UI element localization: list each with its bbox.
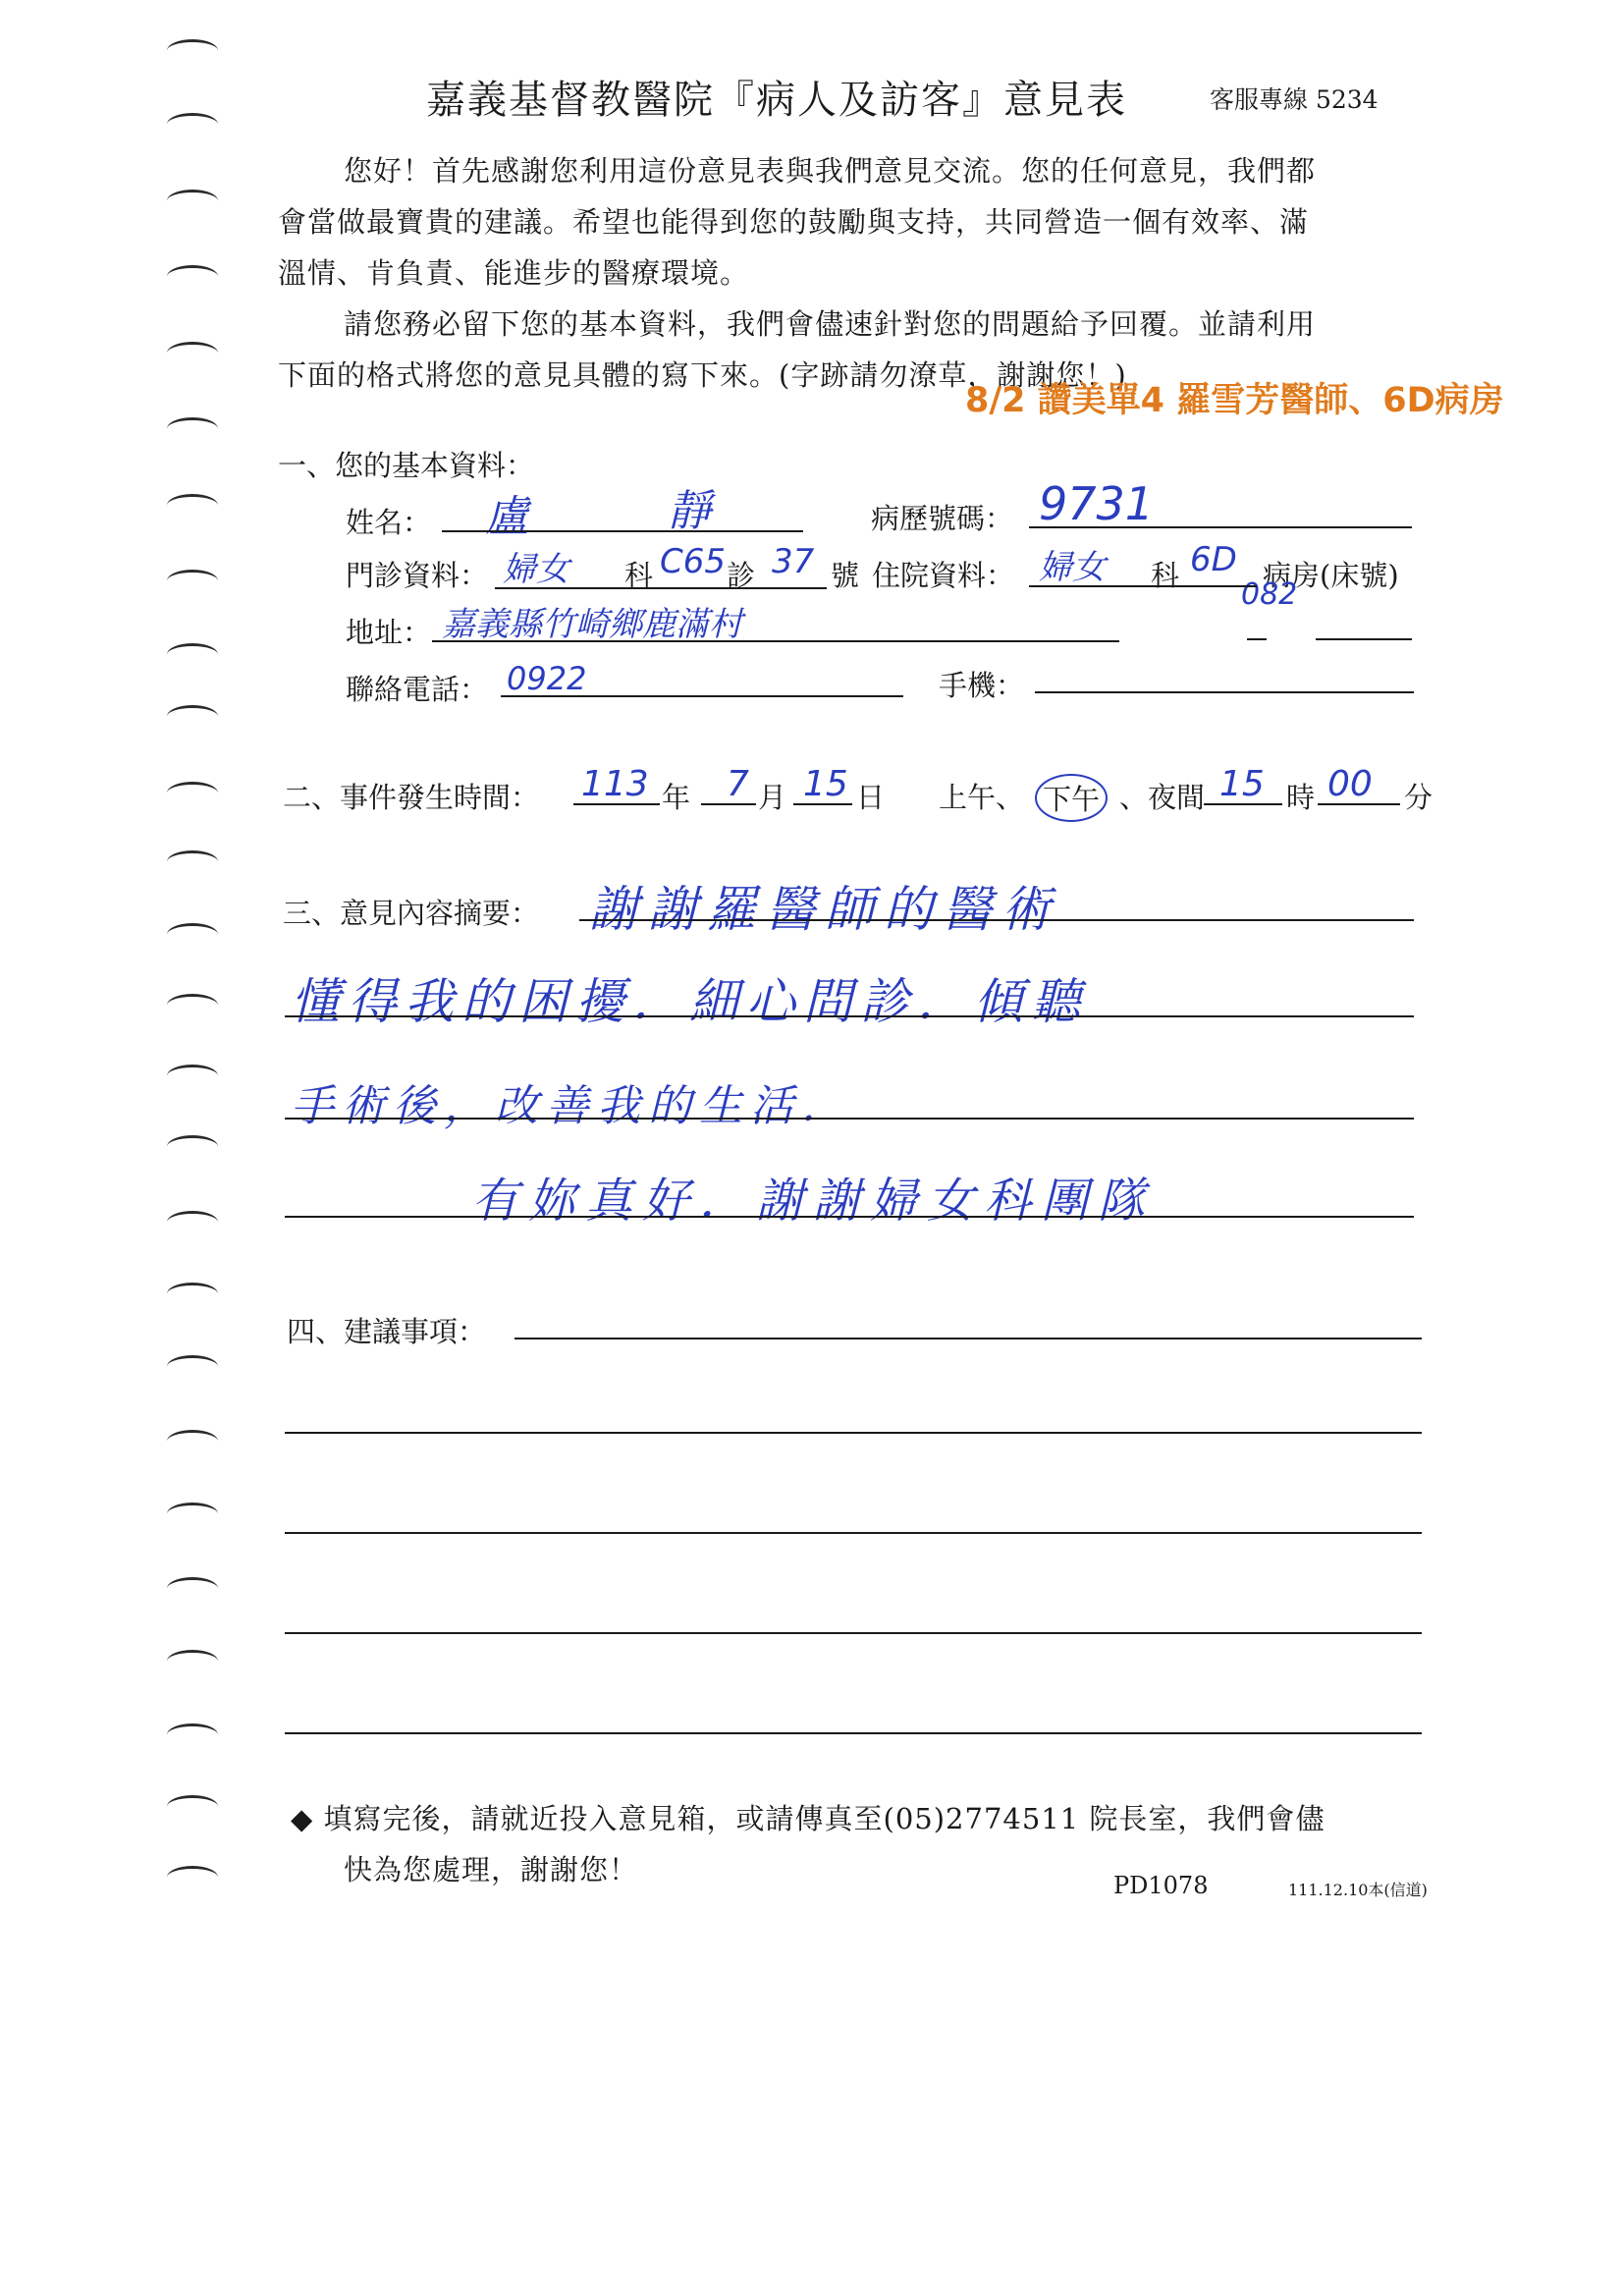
intro-line: 溫情、肯負責、能進步的醫療環境。 [278, 256, 750, 290]
suggestion-underline [285, 1432, 1422, 1434]
event-year-underline [573, 803, 660, 805]
opinion-underline [285, 1015, 1414, 1017]
dept-suffix: 科 [624, 559, 654, 592]
event-day-value[interactable]: 15 [803, 764, 848, 804]
inpatient-dept-value[interactable]: 婦女 [1039, 548, 1106, 587]
address-underline [1316, 638, 1412, 640]
name-value[interactable]: 靜 [668, 486, 711, 536]
suggestion-underline [285, 1632, 1422, 1634]
outpatient-underline [495, 587, 827, 589]
form-code: PD1078 [1113, 1872, 1209, 1899]
outpatient-room-value[interactable]: C65 [660, 542, 727, 581]
section-heading-basic-info: 一、您的基本資料： [278, 449, 535, 482]
section-heading-suggestions: 四、建議事項： [287, 1315, 487, 1348]
bed-number-value[interactable]: 082 [1241, 577, 1298, 612]
outpatient-dept-value[interactable]: 婦女 [503, 550, 569, 589]
event-year-value[interactable]: 113 [581, 764, 649, 804]
binder-hole [167, 265, 218, 288]
binder-hole [167, 417, 218, 440]
outpatient-number-value[interactable]: 37 [772, 542, 815, 581]
inpatient-underline [1029, 585, 1257, 587]
binder-hole [167, 1795, 218, 1818]
outpatient-label: 門診資料： [346, 559, 489, 592]
phone-underline [501, 695, 903, 697]
event-month-value[interactable]: 7 [727, 764, 749, 804]
praise-stamp: 8/2 讚美單4 羅雪芳醫師、6D病房 [965, 381, 1504, 420]
binder-hole [167, 1723, 218, 1746]
binder-hole [167, 190, 218, 212]
clinic-suffix: 診 [727, 559, 756, 592]
binder-hole [167, 782, 218, 804]
binder-hole [167, 643, 218, 666]
record-number-label: 病歷號碼： [871, 502, 1014, 535]
event-minute-underline [1318, 803, 1400, 805]
binder-hole [167, 705, 218, 728]
opinion-line[interactable]: 謝謝羅醫師的醫術 [589, 881, 1060, 938]
address-underline [432, 640, 1119, 642]
form-version: 111.12.10本(信道) [1288, 1881, 1428, 1899]
opinion-underline [579, 919, 1414, 921]
binder-hole [167, 994, 218, 1016]
am-option[interactable]: 上午、 [939, 781, 1025, 814]
name-label: 姓名： [346, 506, 432, 539]
binder-hole [167, 1355, 218, 1378]
address-underline [1247, 638, 1267, 640]
opinion-underline [285, 1118, 1414, 1120]
address-label: 地址： [346, 616, 432, 649]
opinion-line[interactable]: 有妳真好．謝謝婦女科團隊 [471, 1174, 1156, 1229]
night-option[interactable]: 、夜間 [1119, 781, 1206, 814]
suggestion-underline [285, 1532, 1422, 1534]
phone-label: 聯絡電話： [346, 673, 489, 706]
footer-instruction: ◆ 填寫完後，請就近投入意見箱，或請傳真至(05)2774511 院長室，我們會儘 [291, 1802, 1325, 1835]
binder-hole [167, 570, 218, 592]
binder-hole [167, 1065, 218, 1087]
inpatient-label: 住院資料： [872, 559, 1015, 592]
binder-hole [167, 342, 218, 364]
binder-hole [167, 1283, 218, 1305]
binder-hole [167, 39, 218, 62]
number-suffix: 號 [831, 559, 860, 592]
pm-option-circled[interactable]: 下午 [1035, 774, 1108, 822]
ward-suffix: 病房(床號) [1263, 559, 1399, 592]
intro-line: 請您務必留下您的基本資料，我們會儘速針對您的問題給予回覆。並請利用 [344, 307, 1317, 341]
binder-hole [167, 1503, 218, 1525]
event-hour-underline [1204, 803, 1282, 805]
year-label: 年 [662, 781, 691, 814]
binder-hole [167, 1866, 218, 1888]
opinion-underline [285, 1216, 1414, 1218]
address-value[interactable]: 嘉義縣竹崎鄉鹿滿村 [442, 605, 742, 644]
name-value[interactable]: 盧 [485, 492, 528, 542]
phone-value[interactable]: 0922 [507, 660, 587, 697]
intro-line: 您好！首先感謝您利用這份意見表與我們意見交流。您的任何意見，我們都 [344, 154, 1317, 188]
name-underline [442, 530, 803, 532]
binder-hole [167, 923, 218, 946]
binder-hole [167, 850, 218, 873]
mobile-underline [1035, 691, 1414, 693]
month-label: 月 [758, 781, 787, 814]
intro-line: 會當做最寶貴的建議。希望也能得到您的鼓勵與支持，共同營造一個有效率、滿 [278, 205, 1310, 239]
binder-hole [167, 1577, 218, 1600]
inpatient-ward-value[interactable]: 6D [1190, 540, 1237, 579]
binder-hole [167, 1650, 218, 1672]
event-minute-value[interactable]: 00 [1327, 764, 1373, 804]
inpatient-dept-suffix: 科 [1151, 559, 1180, 592]
opinion-line[interactable]: 懂得我的困擾．細心問診．傾聽 [291, 973, 1088, 1030]
binder-hole [167, 1211, 218, 1233]
suggestion-underline [285, 1732, 1422, 1734]
record-number-value[interactable]: 9731 [1039, 477, 1155, 530]
record-number-underline [1029, 526, 1412, 528]
footer-instruction: 快為您處理，謝謝您！ [344, 1853, 639, 1886]
form-title: 嘉義基督教醫院『病人及訪客』意見表 [426, 78, 1127, 123]
intro-line: 下面的格式將您的意見具體的寫下來。(字跡請勿潦草，謝謝您！) [278, 358, 1127, 392]
minute-label: 分 [1404, 781, 1434, 814]
event-day-underline [793, 803, 852, 805]
day-label: 日 [856, 781, 886, 814]
binder-hole [167, 1135, 218, 1158]
section-heading-event-time: 二、事件發生時間： [283, 781, 540, 814]
binder-hole [167, 113, 218, 136]
service-hotline: 客服專線 5234 [1210, 85, 1379, 114]
hour-label: 時 [1286, 781, 1316, 814]
event-hour-value[interactable]: 15 [1219, 764, 1265, 804]
binder-hole [167, 494, 218, 517]
event-month-underline [701, 803, 756, 805]
mobile-label: 手機： [939, 669, 1025, 702]
suggestion-underline [514, 1338, 1422, 1339]
binder-hole [167, 1430, 218, 1452]
opinion-line[interactable]: 手術後，改善我的生活． [291, 1081, 852, 1131]
section-heading-opinion: 三、意見內容摘要： [283, 897, 540, 930]
